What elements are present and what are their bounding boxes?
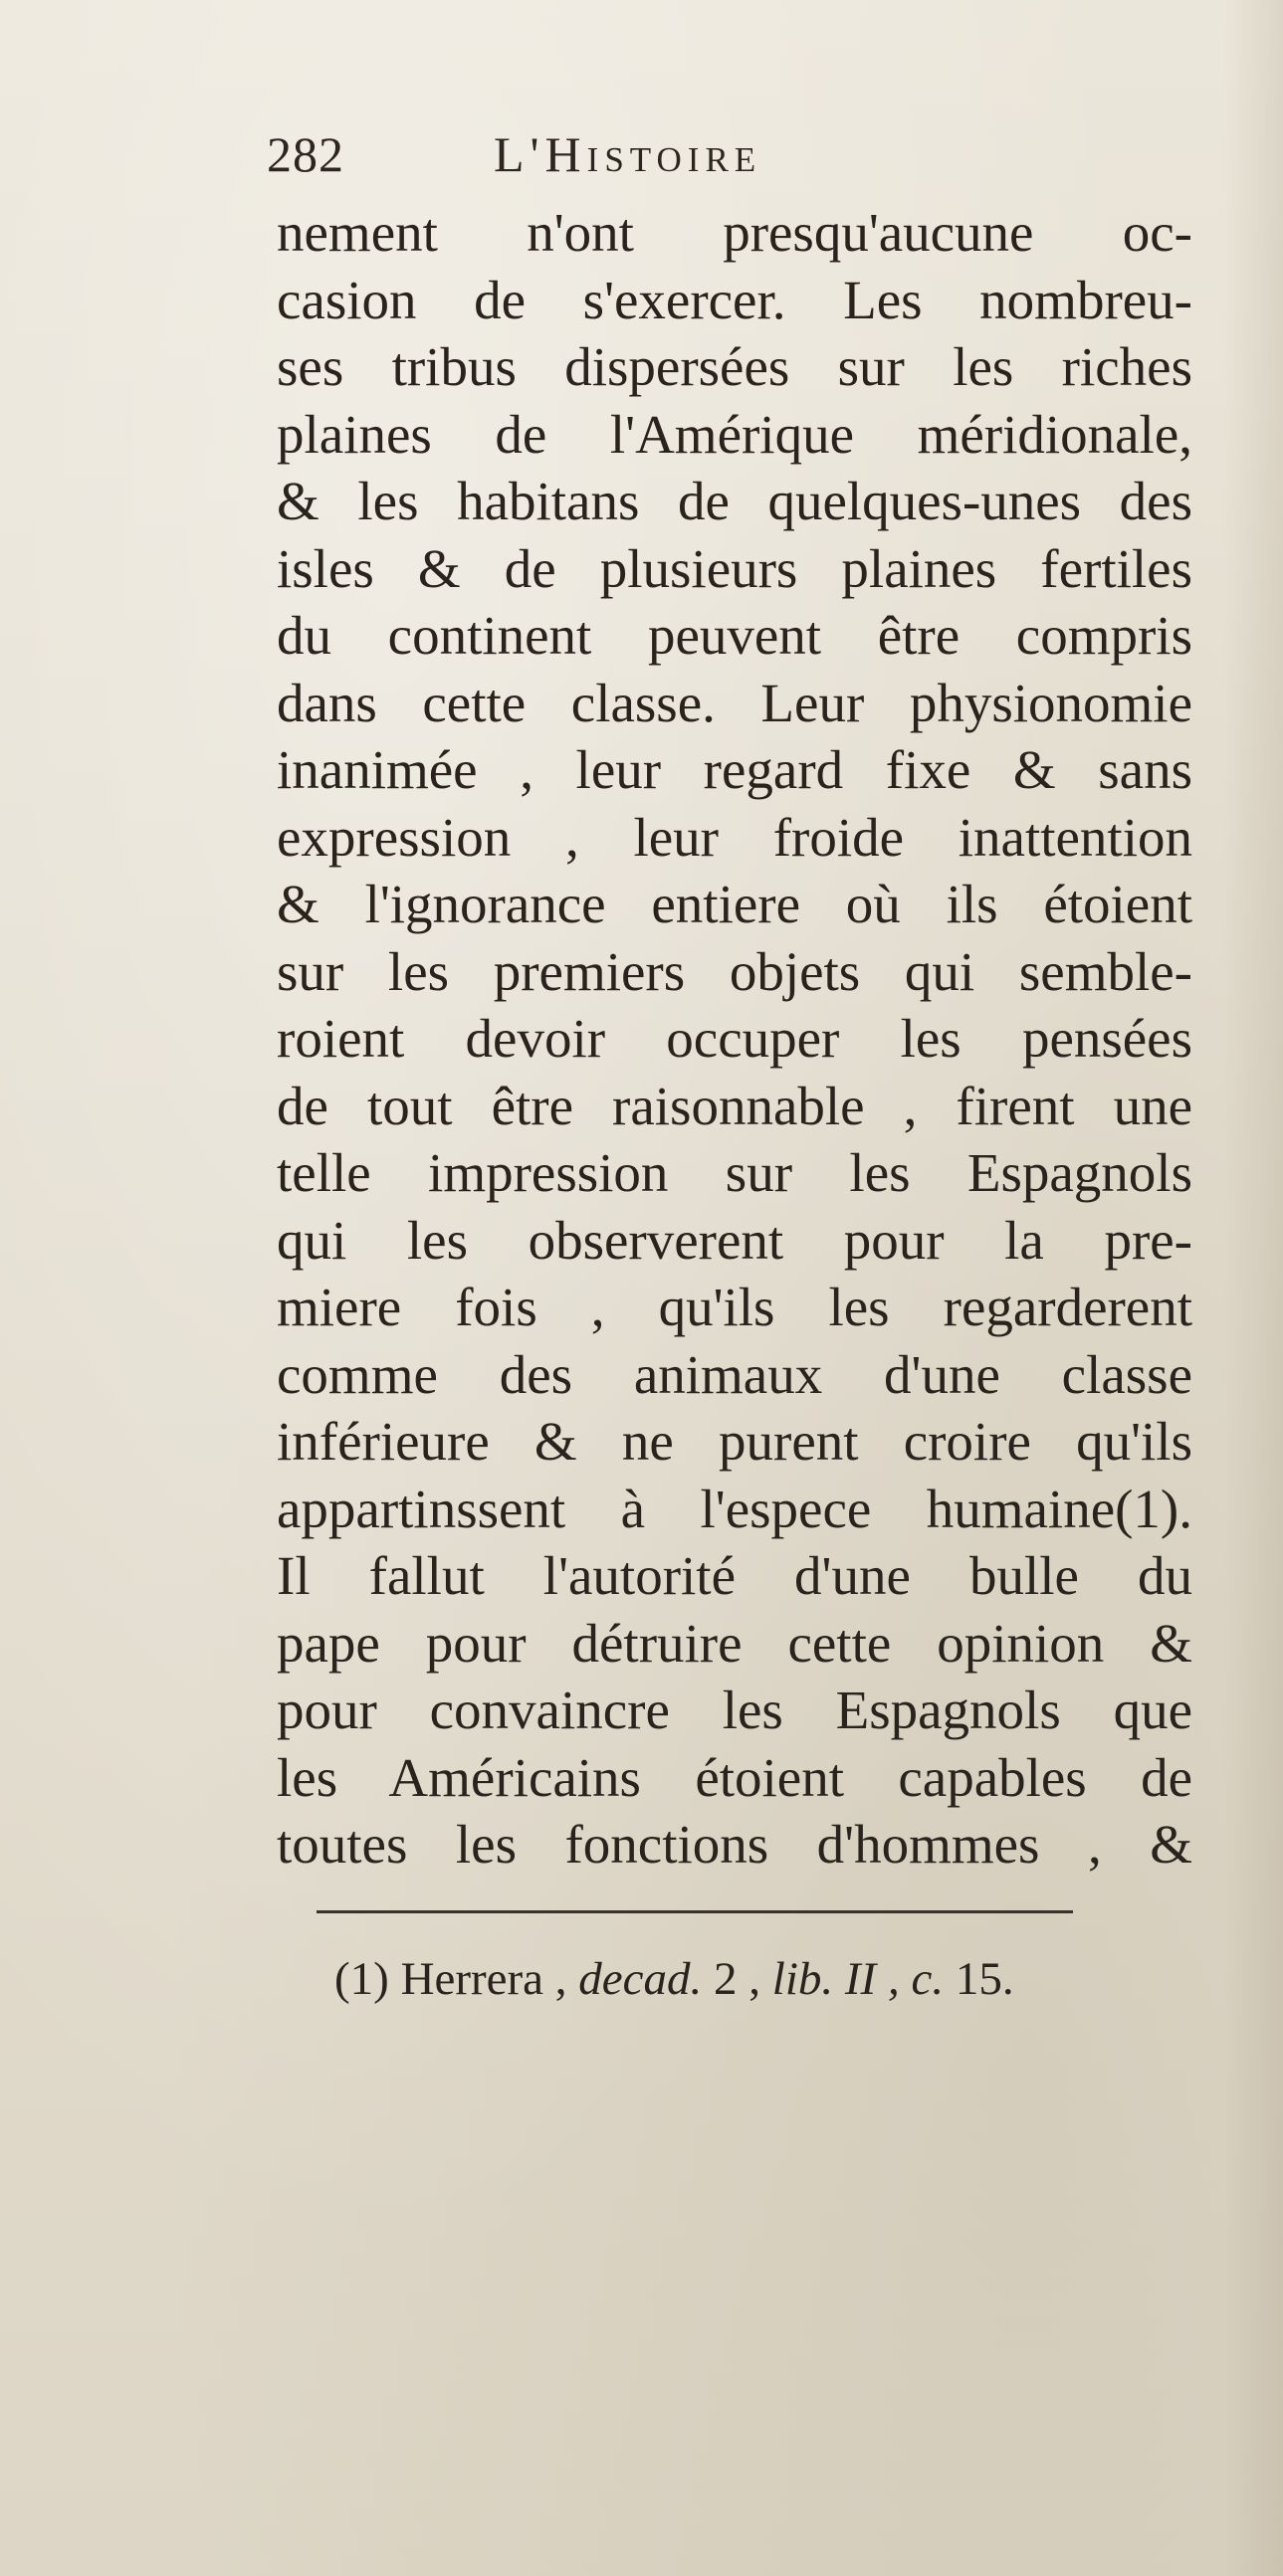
footnote-lib-number: II	[844, 1953, 877, 2005]
text-line: casion de s'exercer. Les nombreu-	[277, 269, 1192, 330]
text-line: roient devoir occuper les pensées	[277, 1008, 1192, 1069]
text-line: inférieure & ne purent croire qu'ils	[277, 1411, 1192, 1472]
text-line: expression , leur froide inattention	[277, 806, 1192, 868]
text-line: toutes les fonctions d'hommes , &	[277, 1814, 1192, 1875]
main-text-block	[277, 199, 1192, 1879]
footnote-decad-number: 2 ,	[714, 1953, 761, 2005]
page-header	[267, 119, 1023, 189]
text-line: & l'ignorance entiere où ils étoient	[277, 874, 1192, 934]
footnote-cap-number: 15.	[955, 1953, 1014, 2005]
text-line: isles & de plusieurs plaines fertiles	[277, 537, 1192, 599]
text-line: de tout être raisonnable , firent une	[277, 1075, 1192, 1136]
text-line: pape pour détruire cette opinion &	[277, 1612, 1192, 1674]
text-line: qui les observerent pour la pre-	[277, 1209, 1192, 1271]
text-line: du continent peuvent être compris	[277, 605, 1192, 666]
text-line: pour convaincre les Espagnols que	[277, 1680, 1192, 1740]
footnote-cap-label: , c.	[887, 1953, 945, 2005]
text-line: sur les premiers objets qui semble-	[277, 940, 1192, 1002]
footnote	[334, 1952, 1210, 2006]
text-line: comme des animaux d'une classe	[277, 1343, 1192, 1405]
page-number: 282	[267, 126, 344, 182]
footnote-marker: (1)	[334, 1953, 389, 2005]
text-line: appartinssent à l'espece humaine(1).	[277, 1478, 1192, 1539]
text-line: inanimée , leur regard fixe & sans	[277, 739, 1192, 800]
text-line: telle impression sur les Espagnols	[277, 1142, 1192, 1203]
footnote-lib-label: lib.	[771, 1953, 834, 2005]
text-line: dans cette classe. Leur physionomie	[277, 672, 1192, 733]
text-line: nement n'ont presqu'aucune oc-	[277, 202, 1192, 263]
footnote-decad-label: decad.	[578, 1953, 703, 2005]
text-line: Il fallut l'autorité d'une bulle du	[277, 1545, 1192, 1606]
text-line: les Américains étoient capables de	[277, 1746, 1192, 1808]
running-head: L'Histoire	[494, 126, 762, 182]
text-line: & les habitans de quelques-unes des	[277, 471, 1192, 531]
text-line: plaines de l'Amérique méridionale,	[277, 403, 1192, 465]
footnote-author: Herrera ,	[400, 1953, 567, 2005]
footnote-divider	[317, 1910, 1073, 1913]
text-line: ses tribus dispersées sur les riches	[277, 336, 1192, 397]
text-line: miere fois , qu'ils les regarderent	[277, 1277, 1192, 1337]
